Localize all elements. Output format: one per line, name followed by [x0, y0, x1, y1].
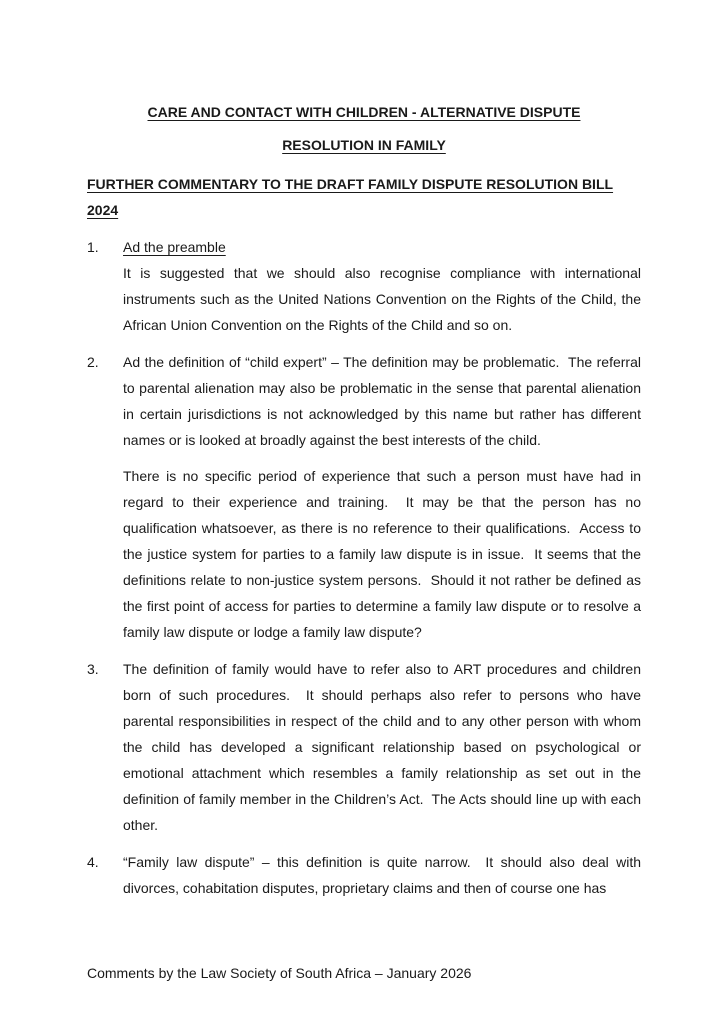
paragraph: There is no specific period of experience that such a person must have had in regard to their experience and training. It may be that the person has no qualification whatsoever, as there is no reference to their qualifications. Access to the justice system for parties to a family law dispute is in issue. It seems that the definitions relate to non-justice system persons. Should it not rather be defined as the first point of access for parties to determine a family law dispute or to resolve a family law dispute or lodge a family law dispute? [123, 468, 645, 640]
item-heading: Ad the preamble [123, 239, 226, 255]
item-number: 1. [87, 239, 99, 255]
paragraph: It is suggested that we should also recognise compliance with international instruments such as the United Nations Convention on the Rights of the Child, the African Union Convention on the Rights of the Child and so on. [123, 265, 645, 333]
item-content [123, 349, 645, 645]
document-subtitle-line-1: FURTHER COMMENTARY TO THE DRAFT FAMILY DISPUTE RESOLUTION BILL [87, 176, 614, 192]
item-content [123, 656, 645, 838]
list-item-2 [87, 349, 645, 645]
document-title-line-2: RESOLUTION IN FAMILY [282, 137, 446, 153]
paragraph: The definition of family would have to refer also to ART procedures and children born of such procedures. It should perhaps also refer to persons who have parental responsibilities in respect of the child and to any other person with whom the child has developed a significant relationship based on psychological or emotional attachment which resembles a family relationship as set out in the definition of family member in the Children’s Act. The Acts should line up with each other. [123, 661, 645, 833]
page-footer: Comments by the Law Society of South Africa – January 2026 [87, 965, 472, 981]
numbered-list [87, 234, 645, 901]
paragraph: Ad the definition of “child expert” – The definition may be problematic. The referral to parental alienation may also be problematic in the sense that parental alienation in certain jurisdictions is not acknowledged by this name but rather has different names or is looked at broadly against the best interests of the child. [123, 354, 645, 448]
document-title [87, 96, 641, 162]
item-number: 4. [87, 854, 99, 870]
item-content [123, 234, 645, 338]
document-subtitle [87, 171, 641, 223]
item-number: 3. [87, 661, 99, 677]
list-item-4 [87, 849, 645, 901]
list-item-1 [87, 234, 645, 338]
document-title-line-1: CARE AND CONTACT WITH CHILDREN - ALTERNATIVE DISPUTE [147, 104, 581, 120]
item-content [123, 849, 645, 901]
list-item-3 [87, 656, 645, 838]
document-subtitle-line-2: 2024 [87, 202, 119, 218]
paragraph: “Family law dispute” – this definition is quite narrow. It should also deal with divorces, cohabitation disputes, proprietary claims and then of course one has [123, 854, 645, 896]
item-number: 2. [87, 354, 99, 370]
